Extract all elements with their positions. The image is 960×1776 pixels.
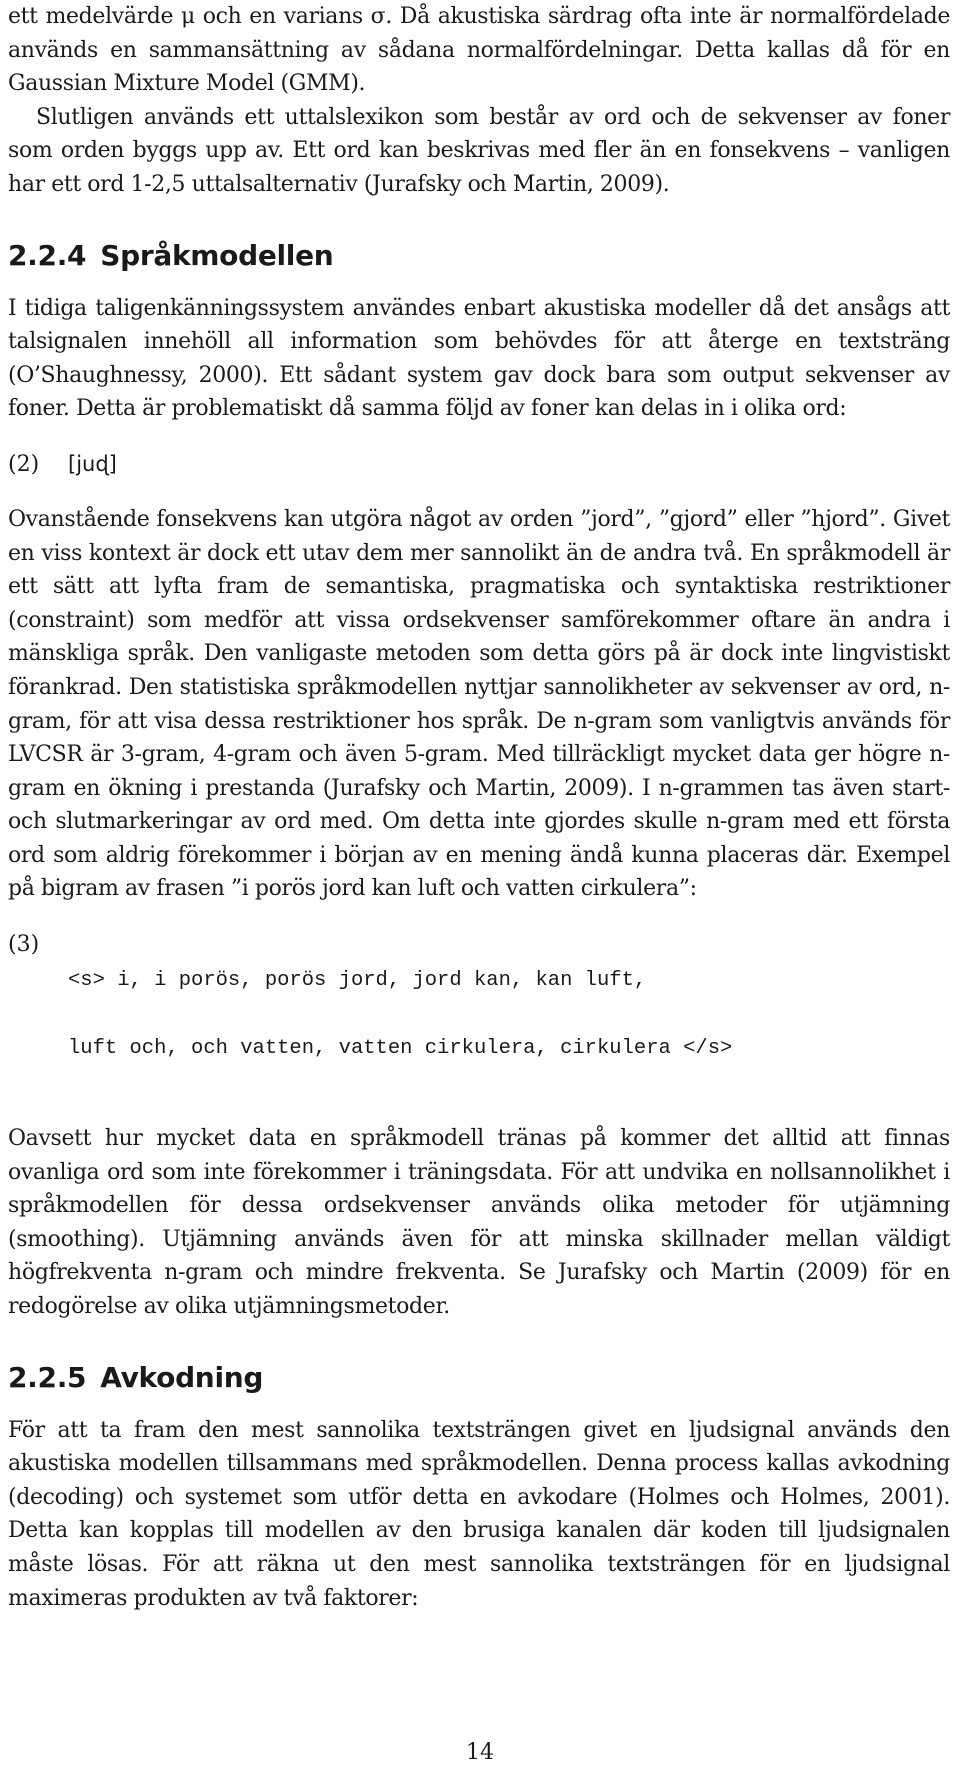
sprakmodellen-paragraph-2: Ovanstående fonsekvens kan utgöra något av orden ”jord”, ”gjord” eller ”hjord”. Givet en viss kontext är dock ett utav dem mer sannolikt än de andra två. En språkmodell är ett sätt att lyfta fram de semantiska, pragmatiska och syntaktiska restriktioner (constraint) som medför att vissa ordsekvenser samförekommer oftare än andra i mänskliga språk. Den vanligaste metoden som detta görs på är dock inte lingvistiskt förankrad. Den statistiska språkmodellen nyttjar sannolikheter av sekvenser av ord, n-gram, för att visa dessa restriktioner hos språk. De n-gram som vanligtvis används för LVCSR är 3-gram, 4-gram och även 5-gram. Med tillräckligt mycket data ger högre n-gram en ökning i prestanda (Jurafsky och Martin, 2009). I n-grammen tas även start- och slutmarkeringar av ord med. Om detta inte gjordes skulle n-gram med ett första ord som aldrig förekommer i början av en mening ändå kunna placeras där. Exempel på bigram av frasen ”i porös jord kan luft och vatten cirkulera”: bbox=[8, 506, 950, 902]
sprakmodellen-paragraph-1: I tidiga taligenkänningssystem användes enbart akustiska modeller då det ansågs att talsignalen innehöll all information som behövdes för att återge en textsträng (O’Shaughnessy, 2000). Ett sådant system gav dock bara som output sekvenser av foner. Detta är problematiskt då samma följd av foner kan delas in i olika ord: bbox=[8, 295, 950, 422]
section-title: Språkmodellen bbox=[100, 238, 334, 272]
example-2 bbox=[8, 448, 950, 481]
example-number: (2) bbox=[8, 451, 40, 477]
section-heading-sprakmodellen bbox=[8, 238, 950, 274]
bigram-line-2: luft och, och vatten, vatten cirkulera, cirkulera </s> bbox=[68, 1037, 733, 1061]
page-number: 14 bbox=[466, 1740, 494, 1765]
bigram-line-1: <s> i, i porös, porös jord, jord kan, kan luft, bbox=[68, 969, 647, 993]
sprakmodellen-paragraph-3: Oavsett hur mycket data en språkmodell tränas på kommer det alltid att finnas ovanliga ord som inte förekommer i träningsdata. För att undvika en nollsannolikhet i språkmodellen för dessa ordsekvenser används olika metoder för utjämning (smoothing). Utjämning används även för att minska skillnader mellan väldigt högfrekventa n-gram och mindre frekventa. Se Jurafsky och Martin (2009) för en redogörelse av olika utjämningsmetoder. bbox=[8, 1126, 950, 1320]
section-number: 2.2.5 bbox=[8, 1360, 87, 1394]
example-3 bbox=[8, 928, 950, 1100]
avkodning-paragraph-1: För att ta fram den mest sannolika textsträngen givet en ljudsignal används den akustiska modellen tillsammans med språkmodellen. Denna process kallas avkodning (decoding) och systemet som utför detta en avkodare (Holmes och Holmes, 2001). Detta kan kopplas till modellen av den brusiga kanalen där koden till ljudsignalen måste lösas. För att räkna ut den mest sannolika textsträngen för en ljudsignal maximeras produkten av två faktorer: bbox=[8, 1417, 950, 1611]
phonetic-transcription: [juɖ] bbox=[68, 451, 117, 476]
page-content bbox=[8, 0, 950, 1615]
section-number: 2.2.4 bbox=[8, 238, 87, 272]
intro-paragraph-2: Slutligen används ett uttalslexikon som består av ord och de sekvenser av foner som orden byggs upp av. Ett ord kan beskrivas med fler än en fonsekvens – vanligen har ett ord 1-2,5 uttalsalternativ (Jurafsky och Martin, 2009). bbox=[8, 104, 950, 197]
bigram-listing bbox=[68, 930, 732, 1100]
section-heading-avkodning bbox=[8, 1360, 950, 1396]
section-title: Avkodning bbox=[100, 1360, 264, 1394]
intro-paragraph-1: ett medelvärde μ och en varians σ. Då akustiska särdrag ofta inte är normalfördelade används en sammansättning av sådana normalfördelningar. Detta kallas då för en Gaussian Mixture Model (GMM). bbox=[8, 4, 950, 97]
example-number: (3) bbox=[8, 932, 40, 958]
